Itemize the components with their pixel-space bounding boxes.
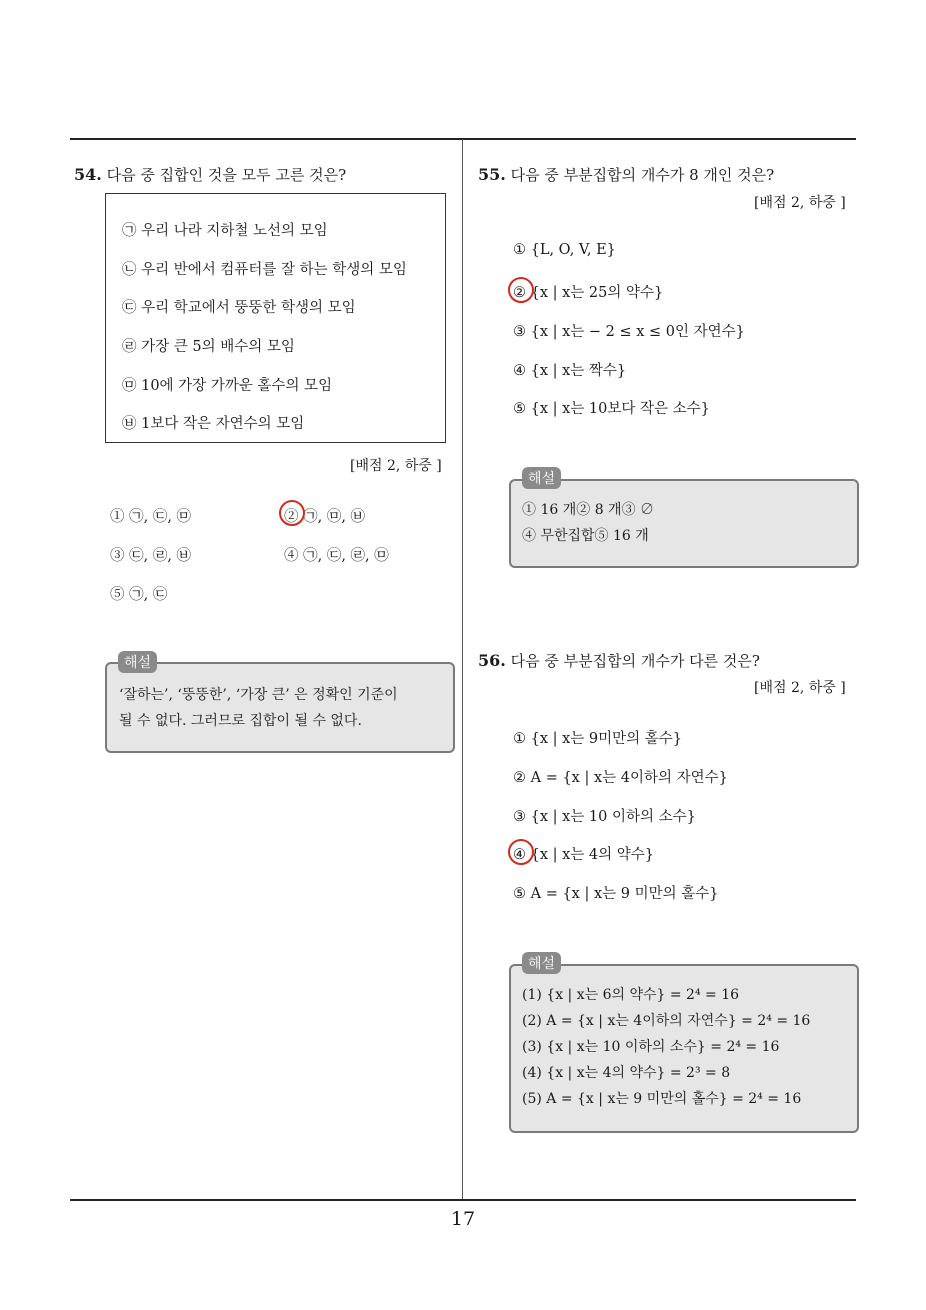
q54-item: ㉢ 우리 학교에서 뚱뚱한 학생의 모임	[122, 300, 356, 316]
q55-choice-2[interactable]: ② {x | x는 25의 약수}	[513, 285, 664, 301]
q54-score: [배점 2, 하중 ]	[350, 458, 442, 474]
q54-number: 54.	[74, 165, 102, 184]
explanation-line: (1) {x | x는 6의 약수} = 2⁴ = 16	[522, 987, 740, 1003]
q54-item: ㉣ 가장 큰 5의 배수의 모임	[122, 339, 295, 355]
q54-choice-3[interactable]: ③ ㉢, ㉣, ㉥	[110, 548, 192, 564]
q55-title	[478, 164, 774, 185]
q54-question: 다음 중 집합인 것을 모두 고른 것은?	[106, 166, 347, 184]
q56-choice-5[interactable]: ⑤ A = {x | x는 9 미만의 홀수}	[513, 886, 719, 902]
explanation-line: (4) {x | x는 4의 약수} = 2³ = 8	[522, 1065, 731, 1081]
q56-explanation-tag: 해설	[522, 952, 561, 974]
column-divider	[462, 139, 463, 1199]
q55-choice-3[interactable]: ③ {x | x는 − 2 ≤ x ≤ 0인 자연수}	[513, 324, 745, 340]
q54-item: ㉠ 우리 나라 지하철 노선의 모임	[122, 223, 328, 239]
q55-choice-1[interactable]: ① {L, O, V, E}	[513, 242, 616, 258]
q54-choice-5[interactable]: ⑤ ㉠, ㉢	[110, 587, 168, 603]
q54-choice-1[interactable]: ① ㉠, ㉢, ㉤	[110, 509, 192, 525]
q56-choice-1[interactable]: ① {x | x는 9미만의 홀수}	[513, 731, 683, 747]
explanation-line: 될 수 없다. 그러므로 집합이 될 수 없다.	[119, 713, 362, 729]
q55-explanation-tag: 해설	[522, 467, 561, 489]
q55-explanation-text	[522, 497, 654, 549]
q55-number: 55.	[478, 165, 506, 184]
explanation-line: ① 16 개② 8 개③ ∅	[522, 502, 655, 518]
explanation-line: (5) A = {x | x는 9 미만의 홀수} = 2⁴ = 16	[522, 1091, 802, 1107]
q56-question: 다음 중 부분집합의 개수가 다른 것은?	[510, 652, 760, 670]
explanation-line: ‘잘하는’, ‘뚱뚱한’, ‘가장 큰’ 은 정확인 기준이	[119, 687, 398, 703]
q56-title	[478, 650, 760, 671]
q56-choice-3[interactable]: ③ {x | x는 10 이하의 소수}	[513, 809, 696, 825]
q56-explanation-text	[522, 982, 810, 1112]
explanation-line: ④ 무한집합⑤ 16 개	[522, 528, 649, 544]
q55-question: 다음 중 부분집합의 개수가 8 개인 것은?	[510, 166, 775, 184]
q56-number: 56.	[478, 651, 506, 670]
page-number: 17	[450, 1208, 476, 1230]
q56-score: [배점 2, 하중 ]	[754, 680, 846, 696]
q55-choice-4[interactable]: ④ {x | x는 짝수}	[513, 363, 627, 379]
top-rule	[70, 138, 856, 140]
bottom-rule	[70, 1199, 856, 1201]
q55-score: [배점 2, 하중 ]	[754, 195, 846, 211]
explanation-line: (3) {x | x는 10 이하의 소수} = 2⁴ = 16	[522, 1039, 780, 1055]
answer-circle-mark	[508, 839, 534, 865]
q55-choice-5[interactable]: ⑤ {x | x는 10보다 작은 소수}	[513, 401, 710, 417]
q56-choice-4[interactable]: ④ {x | x는 4의 약수}	[513, 847, 654, 863]
answer-circle-mark	[279, 500, 305, 526]
q54-explanation-tag: 해설	[118, 651, 157, 673]
explanation-line: (2) A = {x | x는 4이하의 자연수} = 2⁴ = 16	[522, 1013, 811, 1029]
q54-title	[74, 164, 346, 185]
answer-circle-mark	[508, 277, 534, 303]
q54-choice-2[interactable]: ② ㉠, ㉤, ㉥	[284, 509, 366, 525]
q54-explanation-text	[119, 682, 398, 734]
q54-item: ㉥ 1보다 작은 자연수의 모임	[122, 416, 305, 432]
q54-item: ㉡ 우리 반에서 컴퓨터를 잘 하는 학생의 모임	[122, 262, 407, 278]
q54-item: ㉤ 10에 가장 가까운 홀수의 모임	[122, 378, 333, 394]
q54-choice-4[interactable]: ④ ㉠, ㉢, ㉣, ㉤	[284, 548, 389, 564]
q56-choice-2[interactable]: ② A = {x | x는 4이하의 자연수}	[513, 770, 728, 786]
